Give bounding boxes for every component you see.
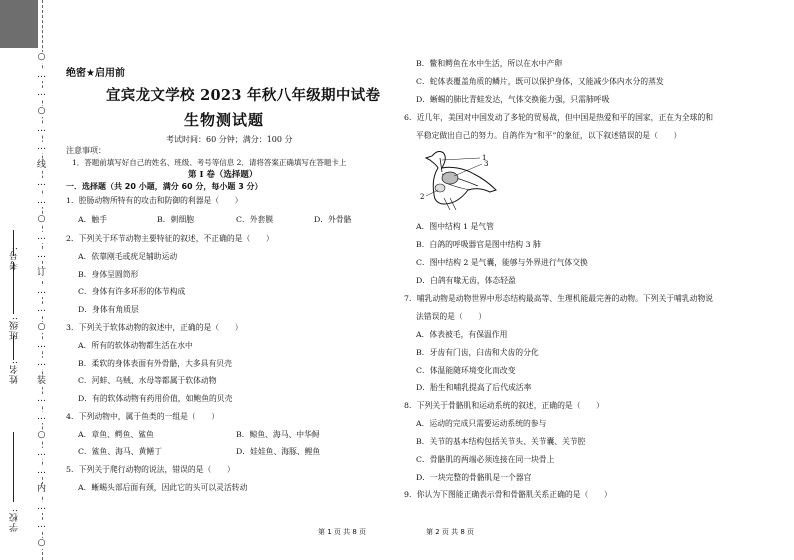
note-text: 1．答题前填写好自己的姓名、班级、考号等信息 2．请将答案正确填写在答题卡上	[72, 158, 347, 167]
q4-option-a: A．章鱼、鳄鱼、鲨鱼	[78, 430, 154, 439]
binding-char: 订	[36, 268, 46, 278]
q2-option-d: D．身体有角质层	[78, 305, 139, 314]
q2-option-c: C．身体有许多环形的体节构成	[78, 287, 186, 296]
binding-hole: ○	[35, 322, 48, 333]
q6-option-b: B．白鸽的呼吸器官是图中结构 3 肺	[416, 240, 541, 249]
binding-char: …	[37, 520, 46, 530]
section-heading: 一．选择题（共 20 小题，满分 60 分，每小题 3 分）	[66, 182, 263, 191]
binding-char: …	[37, 448, 46, 458]
q8-option-a: A．运动的完成只需要运动系统的参与	[416, 419, 547, 428]
q6-option-d: D．白鸽有喙无齿，体态轻盈	[416, 276, 516, 285]
q5-option-a: A．蜥蜴头部后面有颈，因此它的头可以灵活转动	[78, 483, 248, 492]
binding-hole: ○	[35, 106, 48, 117]
binding-char: 装	[36, 376, 46, 386]
q1-option-d: D．外骨骼	[314, 215, 352, 224]
label-3: 3	[484, 160, 489, 168]
binding-char: 线	[36, 160, 46, 170]
q5-option-c: C．蛇体表覆盖角质的鳞片，既可以保护身体，又能减少体内水分的蒸发	[416, 77, 664, 86]
page-number-right: 第 2 页 共 8 页	[426, 528, 475, 536]
pigeon-lung	[442, 172, 458, 184]
binding-char: …	[37, 142, 46, 152]
class-field-label: 班级:	[10, 316, 20, 341]
q7-option-c: C．体温能随环境变化而改变	[416, 366, 516, 375]
q3-option-b: B．柔软的身体表面有外骨骼，大多具有贝壳	[78, 359, 232, 368]
q7-stem-line2: 法错误的是（ ）	[416, 312, 487, 321]
binding-char: …	[37, 466, 46, 476]
binding-char: 内	[36, 484, 46, 494]
binding-char: …	[37, 250, 46, 260]
q8-stem: 8．下列关于骨骼肌和运动系统的叙述，正确的是（ ）	[404, 401, 604, 410]
q7-stem-line1: 7．哺乳动物是动物世界中形态结构最高等、生理机能最完善的动物。下列关于哺乳动物说	[404, 294, 714, 303]
school-field-label: 学校:	[10, 508, 20, 533]
binding-hole: ○	[35, 430, 48, 441]
binding-char: …	[37, 232, 46, 242]
q8-option-d: D．一块完整的骨骼肌是一个器官	[416, 473, 532, 482]
binding-hole: ○	[35, 214, 48, 225]
secret-label: 绝密★启用前	[66, 68, 125, 79]
q8-option-c: C．骨骼肌的两端必须连接在同一块骨上	[416, 455, 555, 464]
binding-char: …	[37, 70, 46, 80]
binding-char: …	[37, 286, 46, 296]
binding-char: …	[37, 178, 46, 188]
binding-hole: ○	[35, 538, 48, 549]
q3-option-a: A．所有的软体动物都生活在水中	[78, 341, 193, 350]
q5-option-b: B．鳖和鳄鱼在水中生活，所以在水中产卵	[416, 59, 563, 68]
binding-char: …	[37, 124, 46, 134]
q1-option-a: A．触手	[78, 215, 108, 224]
binding-char: …	[37, 358, 46, 368]
q6-option-c: C．图中结构 2 是气囊，能够与外界进行气体交换	[416, 258, 588, 267]
q5-option-d: D．蜥蜴的肺比青蛙发达，气体交换能力强，只需肺呼吸	[416, 95, 610, 104]
binding-char: …	[37, 196, 46, 206]
exam-title: 宜宾龙文学校 2023 年秋八年级期中试卷	[106, 87, 381, 104]
exam-subtitle: 生物测试题	[184, 111, 265, 129]
q3-option-c: C．河蚌、乌贼、水母等都属于软体动物	[78, 376, 217, 385]
q4-option-c: C．鲨鱼、海马、黄鳝丁	[78, 447, 162, 456]
q1-option-c: C．外套膜	[236, 215, 274, 224]
binding-hole: ○	[35, 52, 48, 63]
label-1-pointer	[442, 158, 480, 160]
q5-stem: 5．下列关于爬行动物的说法，错误的是（ ）	[66, 465, 235, 474]
q2-stem: 2．下列关于环节动物主要特征的叙述，不正确的是（ ）	[66, 234, 274, 243]
q1-stem: 1．腔肠动物所特有的攻击和防御的利器是（ ）	[66, 196, 243, 205]
label-2: 2	[420, 193, 425, 201]
q6-stem-line2: 平稳定做出自己的努力。自鸽作为“和平”的象征，以下叙述错误的是（ ）	[416, 131, 682, 140]
school-field-line	[13, 432, 14, 502]
binding-corner-block	[0, 0, 38, 48]
part-title: 第 I 卷（选择题）	[188, 170, 258, 180]
q3-stem: 3．下列关于软体动物的叙述中，正确的是（ ）	[66, 323, 243, 332]
q7-option-a: A．体表被毛，有保温作用	[416, 330, 508, 339]
binding-char: …	[37, 88, 46, 98]
exam-info: 考试时间：60 分钟；满分：100 分	[166, 135, 293, 144]
q4-option-b: B．鲸鱼、海马、中华鲟	[236, 430, 320, 439]
q7-option-b: B．牙齿有门齿，臼齿和犬齿的分化	[416, 348, 539, 357]
id-field-label: 考号:	[10, 246, 20, 271]
q9-stem: 9．你认为下图能正确表示骨和骨骼肌关系正确的是（ ）	[404, 490, 612, 499]
q6-stem-line1: 6．近几年，美国对中国发动了多轮的贸易战，但中国是热爱和平的国家，正在为全球的和	[404, 113, 714, 122]
binding-char: …	[37, 340, 46, 350]
q7-option-d: D．胎生和哺乳提高了后代成活率	[416, 383, 532, 392]
q2-option-b: B．身体呈圆筒形	[78, 270, 139, 279]
binding-char: …	[37, 502, 46, 512]
notes-heading: 注意事项：	[66, 146, 106, 155]
q8-option-b: B．关节的基本结构包括关节头、关节囊、关节腔	[416, 437, 586, 446]
q6-option-a: A．图中结构 1 是气管	[416, 222, 494, 231]
q3-option-d: D．有的软体动物有药用价值，如鲍鱼的贝壳	[78, 394, 233, 403]
binding-char: …	[37, 412, 46, 422]
page-number-left: 第 1 页 共 8 页	[318, 528, 367, 536]
q4-option-d: D．娃娃鱼、海豚、鲤鱼	[236, 447, 321, 456]
label-1: 1	[482, 154, 487, 162]
q4-stem: 4．下列动物中，属于鱼类的一组是（ ）	[66, 412, 220, 421]
q1-option-b: B．刺细胞	[157, 215, 194, 224]
pigeon-diagram	[420, 148, 498, 210]
name-field-label: 姓名:	[10, 360, 20, 385]
q2-option-a: A．依靠刚毛或疣足辅助运动	[78, 252, 178, 261]
binding-char: …	[37, 394, 46, 404]
binding-char: …	[37, 304, 46, 314]
